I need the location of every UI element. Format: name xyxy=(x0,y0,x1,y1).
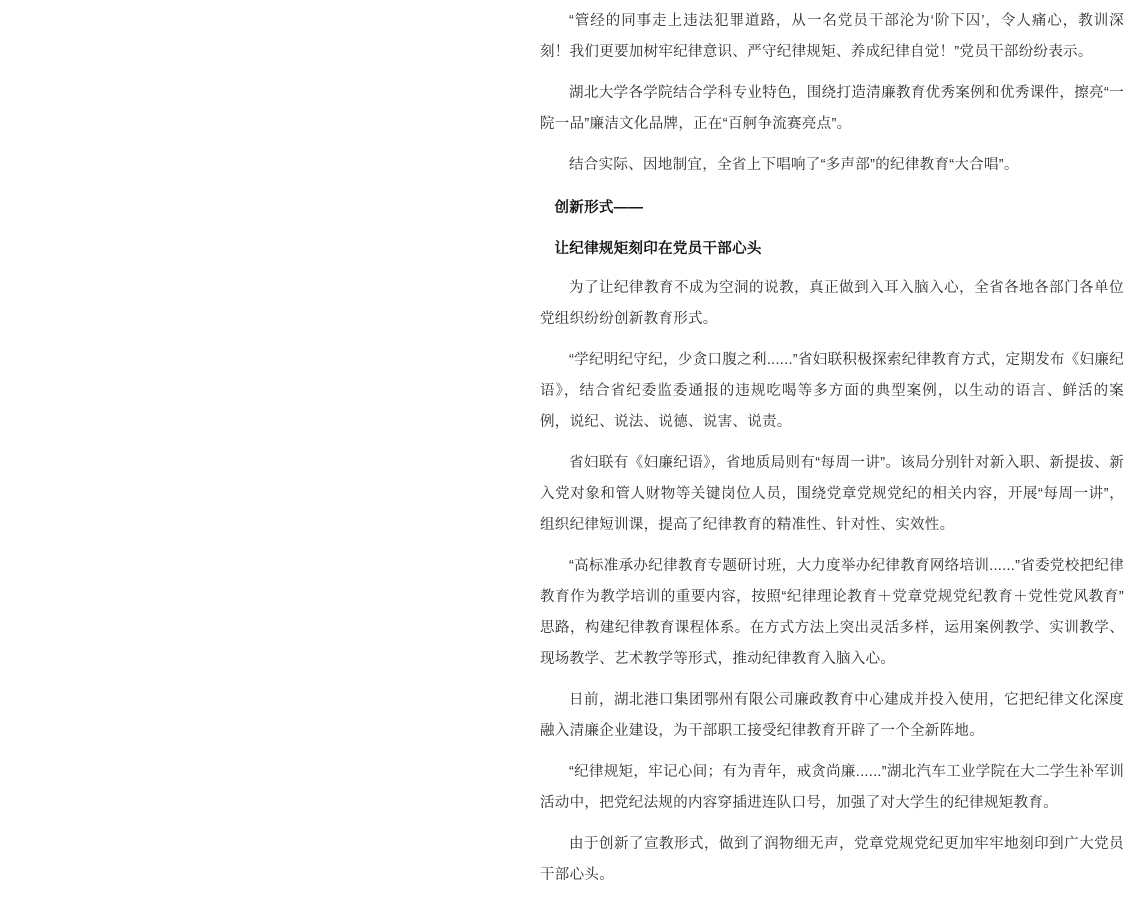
article-paragraph: “学纪明纪守纪，少贪口腹之利......”省妇联积极探索纪律教育方式，定期发布《妇廉纪语》，结合省纪委监委通报的违规吃喝等多方面的典型案例，以生动的语言、鲜活的案例，说纪、说法、说德、说害、说责。 xyxy=(540,352,1124,430)
article-paragraph: 为了让纪律教育不成为空洞的说教，真正做到入耳入脑入心，全省各地各部门各单位党组织纷纷创新教育形式。 xyxy=(540,280,1124,327)
article-body xyxy=(540,0,1124,901)
section-heading-dash: 创新形式—— xyxy=(554,200,644,216)
article-paragraph: 结合实际、因地制宜，全省上下唱响了“多声部”的纪律教育“大合唱”。 xyxy=(569,157,1019,173)
article-paragraph: “高标准承办纪律教育专题研讨班，大力度举办纪律教育网络培训......”省委党校把纪律教育作为教学培训的重要内容，按照“纪律理论教育＋党章党规党纪教育＋党性党风教育”思路，构建纪律教育课程体系。在方式方法上突出灵活多样，运用案例教学、实训教学、现场教学、艺术教学等形式，推动纪律教育入脑入心。 xyxy=(540,558,1124,667)
article-paragraph: 省妇联有《妇廉纪语》，省地质局则有“每周一讲”。该局分别针对新入职、新提拔、新入党对象和管人财物等关键岗位人员，围绕党章党规党纪的相关内容，开展“每周一讲”，组织纪律短训课，提高了纪律教育的精准性、针对性、实效性。 xyxy=(540,455,1124,533)
article-paragraph: 湖北大学各学院结合学科专业特色，围绕打造清廉教育优秀案例和优秀课件，擦亮“一院一品”廉洁文化品牌，正在“百舸争流赛亮点”。 xyxy=(540,85,1124,132)
article-paragraph: 由于创新了宣教形式，做到了润物细无声，党章党规党纪更加牢牢地刻印到广大党员干部心头。 xyxy=(540,836,1124,883)
article-paragraph: 日前，湖北港口集团鄂州有限公司廉政教育中心建成并投入使用，它把纪律文化深度融入清廉企业建设，为干部职工接受纪律教育开辟了一个全新阵地。 xyxy=(540,692,1124,739)
article-paragraph: “纪律规矩，牢记心间；有为青年，戒贪尚廉......”湖北汽车工业学院在大二学生补军训活动中，把党纪法规的内容穿插进连队口号，加强了对大学生的纪律规矩教育。 xyxy=(540,764,1124,811)
section-heading-sub: 让纪律规矩刻印在党员干部心头 xyxy=(554,241,762,257)
article-paragraph: “管经的同事走上违法犯罪道路，从一名党员干部沦为‘阶下囚’，令人痛心，教训深刻！我们更要加树牢纪律意识、严守纪律规矩、养成纪律自觉！”党员干部纷纷表示。 xyxy=(540,13,1124,60)
